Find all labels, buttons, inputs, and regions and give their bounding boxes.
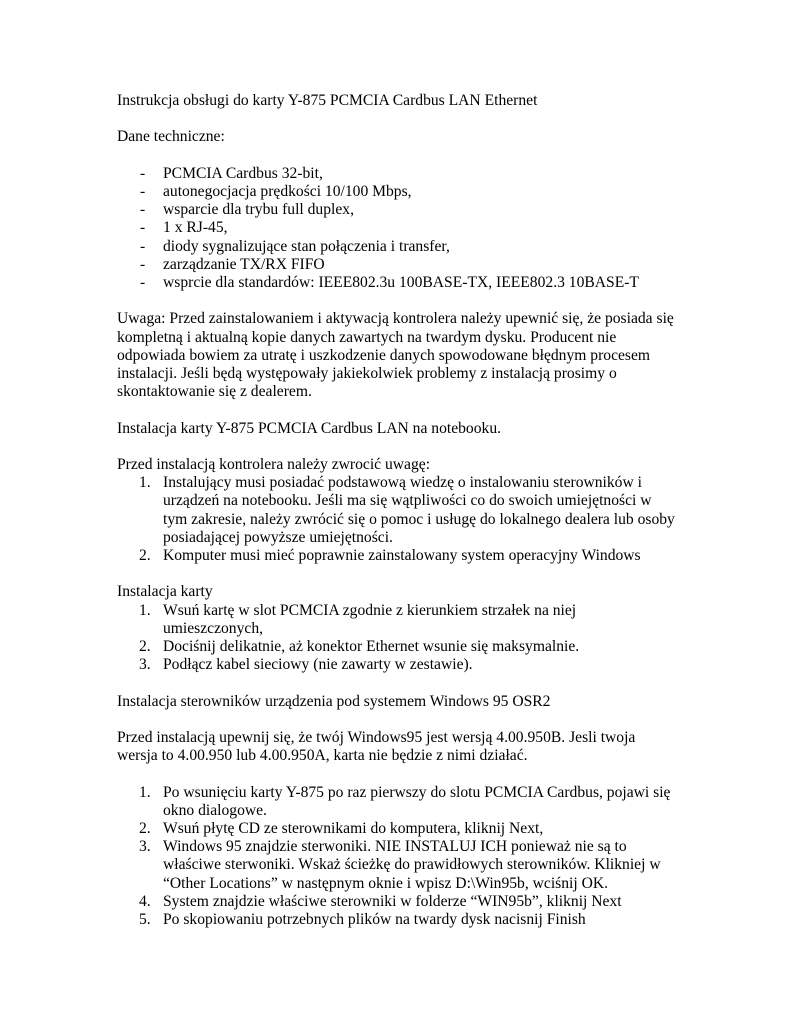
list-item: 1. Instalujący musi posiadać podstawową wiedzę o instalowaniu sterowników i urządzeń na notebooku. Jeśli ma się wątpliwości co do swoich umiejętności w tym zakresie, należy zwrócić się o pomoc i usługę do lokalnego dealera lub osoby posiadającej powyższe umiejętności.	[139, 474, 675, 546]
list-item: - autonegocjacja prędkości 10/100 Mbps,	[117, 183, 677, 201]
before-install-list	[117, 474, 677, 565]
list-item: 5. Po skopiowaniu potrzebnych plików na twardy dysk nacisnij Finish	[139, 911, 586, 928]
card-install-heading: Instalacja karty	[117, 583, 213, 601]
list-item: - wsparcie dla trybu full duplex,	[117, 201, 677, 219]
document-page	[117, 92, 677, 929]
list-item: 3. Windows 95 znajdzie sterwoniki. NIE INSTALUJ ICH ponieważ nie są to właściwe sterwoniki. Wskaż ścieżkę do prawidłowych sterowników. Klikniej w “Other Locations” w następnym oknie i wpisz D:\Win95b, wciśnij OK.	[139, 838, 661, 892]
list-item: 2. Wsuń płytę CD ze sterownikami do komputera, kliknij Next,	[139, 819, 544, 837]
drivers-heading: Instalacja sterowników urządzenia pod systemem Windows 95 OSR2	[117, 692, 551, 710]
list-item: - PCMCIA Cardbus 32-bit,	[117, 165, 677, 183]
specs-list	[117, 165, 677, 292]
list-item: - 1 x RJ-45,	[117, 219, 677, 237]
card-install-list	[117, 602, 677, 675]
list-item: 2. Komputer musi mieć poprawnie zainstalowany system operacyjny Windows	[139, 547, 641, 564]
install-notebook-heading: Instalacja karty Y-875 PCMCIA Cardbus LAN na notebooku.	[117, 419, 502, 437]
list-item: - wsprcie dla standardów: IEEE802.3u 100BASE-TX, IEEE802.3 10BASE-T	[117, 274, 677, 292]
list-item: 2. Dociśnij delikatnie, aż konektor Ethernet wsunie się maksymalnie.	[139, 638, 580, 655]
before-install-heading: Przed instalacją kontrolera należy zwrocić uwagę:	[117, 455, 431, 473]
list-item: 4. System znajdzie właściwe sterowniki w folderze “WIN95b”, kliknij Next	[139, 892, 622, 910]
list-item: - zarządzanie TX/RX FIFO	[117, 256, 677, 274]
driver-steps-list	[117, 784, 677, 930]
list-item: - diody sygnalizujące stan połączenia i transfer,	[117, 238, 677, 256]
warning-paragraph: Uwaga: Przed zainstalowaniem i aktywacją kontrolera należy upewnić się, że posiada się kompletną i aktualną kopie danych zawartych na twardym dysku. Producent nie odpowiada bowiem za utratę i uszkodzenie danych spowodowane błędnym procesem instalacji. Jeśli będą występowały jakiekolwiek problemy z instalacją prosimy o skontaktowanie się z dealerem.	[117, 310, 674, 401]
list-item: 1. Po wsunięciu karty Y-875 po raz pierwszy do slotu PCMCIA Cardbus, pojawi się okno dialogowe.	[139, 783, 671, 819]
specs-heading: Dane techniczne:	[117, 128, 225, 146]
drivers-note: Przed instalacją upewnij się, że twój Windows95 jest wersją 4.00.950B. Jesli twoja wersja to 4.00.950 lub 4.00.950A, karta nie będzie z nimi działać.	[117, 728, 636, 765]
list-item: 3. Podłącz kabel sieciowy (nie zawarty w zestawie).	[139, 656, 473, 674]
document-title: Instrukcja obsługi do karty Y-875 PCMCIA Cardbus LAN Ethernet	[117, 92, 538, 109]
list-item: 1. Wsuń kartę w slot PCMCIA zgodnie z kierunkiem strzałek na niej umieszczonych,	[139, 601, 577, 637]
